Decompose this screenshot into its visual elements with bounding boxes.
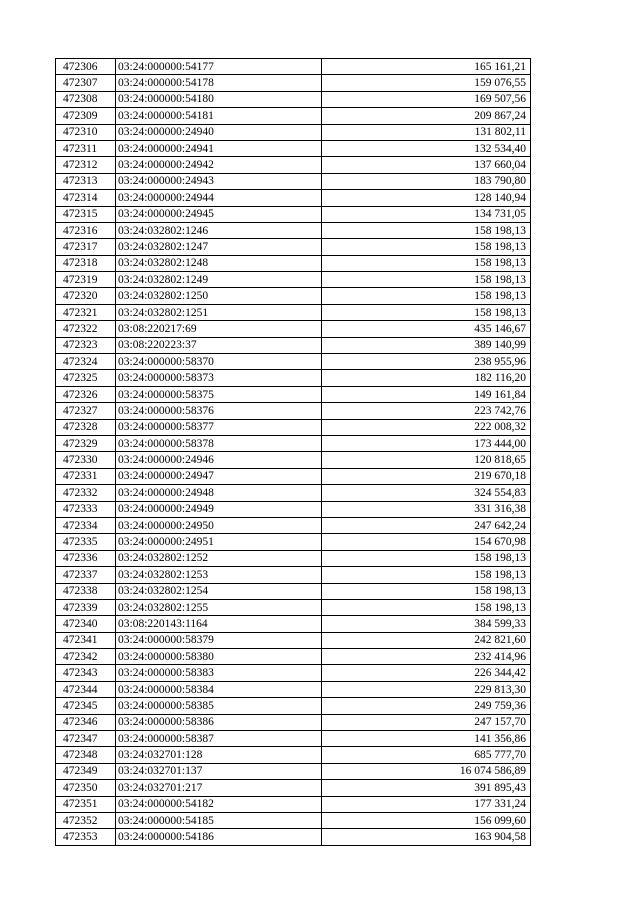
row-id-cell: 472325: [56, 370, 116, 386]
table-row: [56, 370, 531, 386]
row-id-cell: 472324: [56, 354, 116, 370]
cadastral-number-cell: 03:24:000000:54181: [116, 108, 322, 124]
table-row: [56, 796, 531, 812]
row-id-cell: 472331: [56, 468, 116, 484]
row-id-cell: 472312: [56, 157, 116, 173]
value-cell: 158 198,13: [322, 599, 531, 615]
cadastral-number-cell: 03:24:032701:128: [116, 747, 322, 763]
value-cell: 158 198,13: [322, 583, 531, 599]
value-cell: 249 759,36: [322, 698, 531, 714]
cadastral-number-cell: 03:24:000000:54185: [116, 812, 322, 828]
row-id-cell: 472315: [56, 206, 116, 222]
row-id-cell: 472346: [56, 714, 116, 730]
cadastral-number-cell: 03:24:000000:58383: [116, 665, 322, 681]
value-cell: 158 198,13: [322, 304, 531, 320]
table-row: [56, 206, 531, 222]
row-id-cell: 472334: [56, 517, 116, 533]
row-id-cell: 472348: [56, 747, 116, 763]
cadastral-number-cell: 03:24:000000:58376: [116, 403, 322, 419]
table-row: [56, 517, 531, 533]
value-cell: 435 146,67: [322, 321, 531, 337]
cadastral-number-cell: 03:24:000000:58377: [116, 419, 322, 435]
table-row: [56, 665, 531, 681]
row-id-cell: 472313: [56, 173, 116, 189]
row-id-cell: 472352: [56, 812, 116, 828]
table-row: [56, 534, 531, 550]
cadastral-value-table: [55, 58, 531, 846]
cadastral-number-cell: 03:24:000000:58373: [116, 370, 322, 386]
table-row: [56, 354, 531, 370]
table-body: [56, 59, 531, 846]
value-cell: 169 507,56: [322, 91, 531, 107]
table-row: [56, 337, 531, 353]
value-cell: 226 344,42: [322, 665, 531, 681]
value-cell: 158 198,13: [322, 567, 531, 583]
value-cell: 158 198,13: [322, 550, 531, 566]
value-cell: 232 414,96: [322, 649, 531, 665]
table-row: [56, 829, 531, 845]
value-cell: 141 356,86: [322, 731, 531, 747]
table-row: [56, 501, 531, 517]
table-row: [56, 649, 531, 665]
value-cell: 331 316,38: [322, 501, 531, 517]
value-cell: 384 599,33: [322, 616, 531, 632]
cadastral-number-cell: 03:24:032802:1255: [116, 599, 322, 615]
cadastral-number-cell: 03:24:032701:137: [116, 763, 322, 779]
row-id-cell: 472353: [56, 829, 116, 845]
cadastral-number-cell: 03:24:000000:54178: [116, 75, 322, 91]
row-id-cell: 472347: [56, 731, 116, 747]
table-row: [56, 419, 531, 435]
cadastral-number-cell: 03:24:000000:24947: [116, 468, 322, 484]
table-row: [56, 75, 531, 91]
table-row: [56, 108, 531, 124]
row-id-cell: 472309: [56, 108, 116, 124]
value-cell: 183 790,80: [322, 173, 531, 189]
table-row: [56, 747, 531, 763]
cadastral-number-cell: 03:24:000000:54186: [116, 829, 322, 845]
table-row: [56, 190, 531, 206]
table-row: [56, 157, 531, 173]
row-id-cell: 472314: [56, 190, 116, 206]
row-id-cell: 472320: [56, 288, 116, 304]
value-cell: 134 731,05: [322, 206, 531, 222]
table-row: [56, 681, 531, 697]
row-id-cell: 472316: [56, 222, 116, 238]
value-cell: 158 198,13: [322, 272, 531, 288]
cadastral-number-cell: 03:24:000000:54177: [116, 59, 322, 75]
table-row: [56, 124, 531, 140]
cadastral-number-cell: 03:24:000000:58386: [116, 714, 322, 730]
cadastral-number-cell: 03:24:000000:24951: [116, 534, 322, 550]
table-row: [56, 272, 531, 288]
value-cell: 219 670,18: [322, 468, 531, 484]
table-row: [56, 632, 531, 648]
row-id-cell: 472319: [56, 272, 116, 288]
table-row: [56, 91, 531, 107]
cadastral-number-cell: 03:24:000000:24940: [116, 124, 322, 140]
value-cell: 154 670,98: [322, 534, 531, 550]
row-id-cell: 472329: [56, 435, 116, 451]
cadastral-number-cell: 03:24:032802:1250: [116, 288, 322, 304]
table-row: [56, 550, 531, 566]
row-id-cell: 472322: [56, 321, 116, 337]
value-cell: 324 554,83: [322, 485, 531, 501]
value-cell: 158 198,13: [322, 255, 531, 271]
table-row: [56, 616, 531, 632]
value-cell: 229 813,30: [322, 681, 531, 697]
value-cell: 128 140,94: [322, 190, 531, 206]
value-cell: 159 076,55: [322, 75, 531, 91]
row-id-cell: 472330: [56, 452, 116, 468]
value-cell: 131 802,11: [322, 124, 531, 140]
table-row: [56, 583, 531, 599]
value-cell: 222 008,32: [322, 419, 531, 435]
row-id-cell: 472306: [56, 59, 116, 75]
row-id-cell: 472318: [56, 255, 116, 271]
cadastral-number-cell: 03:24:000000:24948: [116, 485, 322, 501]
cadastral-number-cell: 03:24:032802:1246: [116, 222, 322, 238]
row-id-cell: 472336: [56, 550, 116, 566]
row-id-cell: 472328: [56, 419, 116, 435]
cadastral-number-cell: 03:24:032802:1251: [116, 304, 322, 320]
cadastral-number-cell: 03:24:000000:24945: [116, 206, 322, 222]
value-cell: 120 818,65: [322, 452, 531, 468]
value-cell: 247 642,24: [322, 517, 531, 533]
value-cell: 156 099,60: [322, 812, 531, 828]
table-row: [56, 403, 531, 419]
table-row: [56, 485, 531, 501]
value-cell: 165 161,21: [322, 59, 531, 75]
value-cell: 209 867,24: [322, 108, 531, 124]
cadastral-number-cell: 03:24:032701:217: [116, 780, 322, 796]
row-id-cell: 472327: [56, 403, 116, 419]
table-row: [56, 812, 531, 828]
row-id-cell: 472340: [56, 616, 116, 632]
row-id-cell: 472335: [56, 534, 116, 550]
row-id-cell: 472321: [56, 304, 116, 320]
row-id-cell: 472343: [56, 665, 116, 681]
row-id-cell: 472311: [56, 140, 116, 156]
cadastral-number-cell: 03:08:220143:1164: [116, 616, 322, 632]
value-cell: 149 161,84: [322, 386, 531, 402]
row-id-cell: 472323: [56, 337, 116, 353]
row-id-cell: 472317: [56, 239, 116, 255]
row-id-cell: 472341: [56, 632, 116, 648]
value-cell: 158 198,13: [322, 288, 531, 304]
value-cell: 137 660,04: [322, 157, 531, 173]
row-id-cell: 472326: [56, 386, 116, 402]
table-row: [56, 452, 531, 468]
value-cell: 132 534,40: [322, 140, 531, 156]
cadastral-number-cell: 03:24:000000:24949: [116, 501, 322, 517]
table-row: [56, 59, 531, 75]
cadastral-number-cell: 03:24:000000:58379: [116, 632, 322, 648]
value-cell: 158 198,13: [322, 222, 531, 238]
table-row: [56, 222, 531, 238]
cadastral-number-cell: 03:24:032802:1249: [116, 272, 322, 288]
table-row: [56, 763, 531, 779]
value-cell: 16 074 586,89: [322, 763, 531, 779]
table-row: [56, 140, 531, 156]
row-id-cell: 472310: [56, 124, 116, 140]
table-row: [56, 780, 531, 796]
row-id-cell: 472338: [56, 583, 116, 599]
row-id-cell: 472350: [56, 780, 116, 796]
row-id-cell: 472351: [56, 796, 116, 812]
value-cell: 163 904,58: [322, 829, 531, 845]
table-row: [56, 599, 531, 615]
cadastral-number-cell: 03:24:000000:24946: [116, 452, 322, 468]
cadastral-number-cell: 03:08:220223:37: [116, 337, 322, 353]
cadastral-number-cell: 03:24:000000:24944: [116, 190, 322, 206]
cadastral-number-cell: 03:24:000000:58380: [116, 649, 322, 665]
value-cell: 389 140,99: [322, 337, 531, 353]
value-cell: 391 895,43: [322, 780, 531, 796]
cadastral-number-cell: 03:24:032802:1248: [116, 255, 322, 271]
table-row: [56, 288, 531, 304]
table-row: [56, 714, 531, 730]
cadastral-number-cell: 03:24:000000:58387: [116, 731, 322, 747]
table-row: [56, 304, 531, 320]
row-id-cell: 472333: [56, 501, 116, 517]
cadastral-number-cell: 03:24:032802:1254: [116, 583, 322, 599]
value-cell: 247 157,70: [322, 714, 531, 730]
row-id-cell: 472308: [56, 91, 116, 107]
cadastral-number-cell: 03:24:000000:24942: [116, 157, 322, 173]
cadastral-number-cell: 03:24:000000:58385: [116, 698, 322, 714]
table-row: [56, 386, 531, 402]
row-id-cell: 472307: [56, 75, 116, 91]
value-cell: 238 955,96: [322, 354, 531, 370]
cadastral-number-cell: 03:24:000000:24950: [116, 517, 322, 533]
row-id-cell: 472332: [56, 485, 116, 501]
table-row: [56, 255, 531, 271]
cadastral-number-cell: 03:24:032802:1247: [116, 239, 322, 255]
cadastral-number-cell: 03:24:032802:1252: [116, 550, 322, 566]
table-row: [56, 731, 531, 747]
cadastral-number-cell: 03:24:032802:1253: [116, 567, 322, 583]
cadastral-number-cell: 03:08:220217:69: [116, 321, 322, 337]
table-row: [56, 567, 531, 583]
cadastral-number-cell: 03:24:000000:58378: [116, 435, 322, 451]
value-cell: 242 821,60: [322, 632, 531, 648]
value-cell: 173 444,00: [322, 435, 531, 451]
row-id-cell: 472345: [56, 698, 116, 714]
cadastral-number-cell: 03:24:000000:58370: [116, 354, 322, 370]
table-row: [56, 698, 531, 714]
value-cell: 182 116,20: [322, 370, 531, 386]
row-id-cell: 472342: [56, 649, 116, 665]
cadastral-number-cell: 03:24:000000:58375: [116, 386, 322, 402]
table-row: [56, 468, 531, 484]
row-id-cell: 472339: [56, 599, 116, 615]
row-id-cell: 472337: [56, 567, 116, 583]
value-cell: 177 331,24: [322, 796, 531, 812]
table-row: [56, 239, 531, 255]
table-row: [56, 321, 531, 337]
row-id-cell: 472349: [56, 763, 116, 779]
value-cell: 685 777,70: [322, 747, 531, 763]
cadastral-number-cell: 03:24:000000:24943: [116, 173, 322, 189]
table-row: [56, 435, 531, 451]
cadastral-number-cell: 03:24:000000:54182: [116, 796, 322, 812]
cadastral-number-cell: 03:24:000000:54180: [116, 91, 322, 107]
value-cell: 223 742,76: [322, 403, 531, 419]
row-id-cell: 472344: [56, 681, 116, 697]
cadastral-number-cell: 03:24:000000:58384: [116, 681, 322, 697]
value-cell: 158 198,13: [322, 239, 531, 255]
cadastral-number-cell: 03:24:000000:24941: [116, 140, 322, 156]
table-row: [56, 173, 531, 189]
